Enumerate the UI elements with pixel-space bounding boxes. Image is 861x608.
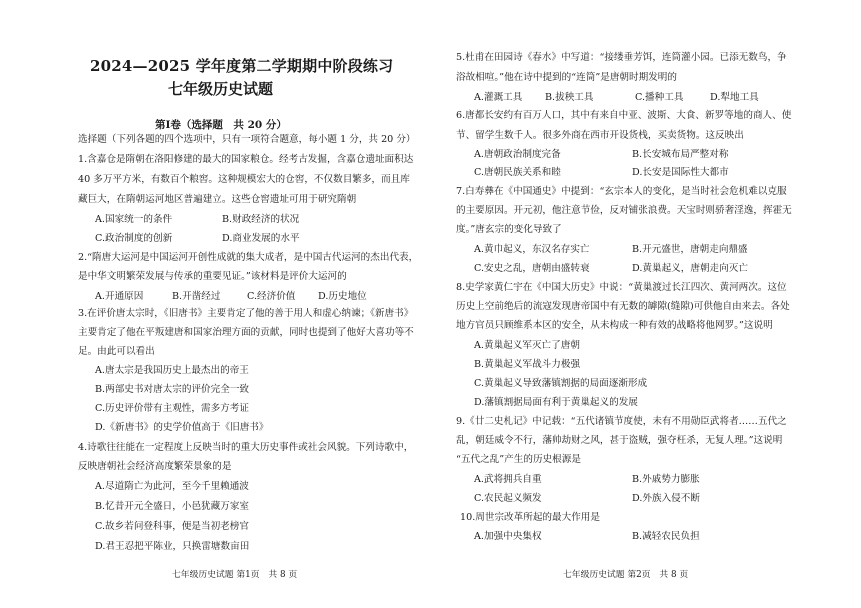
question-stem-line: 度。”唐玄宗的变化导致了	[456, 224, 562, 235]
question-stem-line: 乱，朝廷威令不行，藩帅劫财之风，甚于盗贼，强夺枉杀，无复人理。”这说明	[456, 435, 783, 446]
option-c: C.黄巢起义导致藩镇割据的局面逐渐形成	[474, 378, 648, 389]
question-stem-line: 足。由此可以看出	[78, 346, 155, 357]
page-footer: 七年级历史试题 第1页 共 8 页	[172, 570, 298, 580]
option-a: A.国家统一的条件	[95, 214, 173, 225]
option-d: D.黄巢起义，唐朝走向灭亡	[632, 263, 748, 274]
question-stem-line: 是中华文明繁荣发展与传承的重要见证。”该材料是评价大运河的	[78, 271, 347, 282]
option-c: C.历史评价带有主观性，需多方考证	[95, 403, 249, 414]
exam-page-right	[430, 0, 861, 608]
option-d: D.长安是国际性大都市	[632, 167, 729, 178]
question-stem-line: 的主要原因。开元初，他注意节俭，反对铺张浪费。天宝时则骄奢淫逸，挥霍无	[456, 205, 792, 216]
option-c: C.唐朝民族关系和睦	[474, 167, 561, 178]
option-c: C.经济价值	[247, 291, 296, 302]
option-a: A.黄巾起义，东汉名存实亡	[474, 244, 590, 255]
question-stem-line: 4.诗歌往往能在一定程度上反映当时的重大历史事件或社会风貌。下列诗歌中，	[78, 442, 414, 453]
option-b: B.忆昔开元全盛日，小邑犹藏万家室	[95, 501, 250, 512]
question-stem-line: 节、留学生数千人。很多外商在西市开设货栈，买卖货物。这反映出	[456, 130, 744, 141]
section-heading: 第Ⅰ卷（选择题 共 20 分）	[155, 119, 287, 131]
option-a: A.灌溉工具	[474, 92, 523, 103]
question-stem-line: 8.史学家黄仁宇在《中国大历史》中说：“黄巢渡过长江四次、黄河两次。这位	[456, 282, 787, 293]
question-stem-line: 6.唐都长安约有百万人口，其中有来自中亚、波斯、大食、新罗等地的商人、使	[456, 110, 792, 121]
option-d: D.犁地工具	[710, 92, 759, 103]
option-d: D.君王忍把平陈业，只换雷塘数亩田	[95, 541, 250, 552]
option-c: C.农民起义频发	[474, 493, 542, 504]
option-a: A.唐朝政治制度完备	[474, 149, 561, 160]
question-stem-line: 浴故相喧。”他在诗中提到的“连筒”是唐朝时期发明的	[456, 72, 677, 83]
option-c: C.政治制度的创新	[95, 233, 173, 244]
question-stem-line: 3.在评价唐太宗时，《旧唐书》主要肯定了他的善于用人和虚心纳谏；《新唐书》	[78, 308, 414, 319]
question-stem-line: 9.《廿二史札记》中记载：“五代诸镇节度使，未有不用勋臣武将者……五代之	[456, 416, 787, 427]
question-stem-line: 10.周世宗改革所起的最大作用是	[460, 512, 600, 523]
option-d: D.历史地位	[318, 291, 367, 302]
option-b: B.开元盛世，唐朝走向鼎盛	[632, 244, 748, 255]
option-c: C.播种工具	[635, 92, 684, 103]
question-stem-line: 1.含嘉仓是隋朝在洛阳修建的最大的国家粮仓。经考古发掘，含嘉仓遗址面积达	[78, 154, 414, 165]
question-stem-line: 反映唐朝社会经济高度繁荣景象的是	[78, 461, 232, 472]
page-footer: 七年级历史试题 第2页 共 8 页	[563, 570, 689, 580]
option-d: D.藩镇割据局面有利于黄巢起义的发展	[474, 397, 638, 408]
question-stem-line: 主要肯定了他在平叛建唐和国家治理方面的贡献，同时也提到了他好大喜功等不	[78, 327, 414, 338]
question-stem-line: 2.“隋唐大运河是中国运河开创性成就的集大成者，是中国古代运河的杰出代表，	[78, 252, 419, 263]
option-c: C.安史之乱，唐朝由盛转衰	[474, 263, 590, 274]
option-b: B.拔秧工具	[545, 92, 594, 103]
option-b: B.财政经济的状况	[222, 214, 300, 225]
option-b: B.黄巢起义军战斗力极强	[474, 359, 581, 370]
question-stem-line: 40 多万平方米，有数百个粮窖。这种规模宏大的仓窖，不仅数目繁多，而且库	[78, 174, 410, 185]
instructions: 选择题（下列各题的四个选项中，只有一项符合题意，每小题 1 分，共 20 分）	[78, 134, 416, 145]
option-a: A.尽道隋亡为此河，至今千里赖通波	[95, 481, 249, 492]
option-a: A.开通原因	[95, 291, 144, 302]
question-stem-line: 地方官员只顾维系本区的安全，从未构成一种有效的战略将他网罗。”这说明	[456, 320, 773, 331]
option-c: C.故乡若问登科事，便是当初老榜官	[95, 521, 249, 532]
question-stem-line: 历史上空前绝后的流寇发现唐帝国中有无数的罅隙(缝隙)可供他自由来去。各处	[456, 301, 790, 312]
exam-subtitle: 七年级历史试题	[168, 80, 274, 98]
option-d: D.外族入侵不断	[632, 493, 700, 504]
option-d: D.商业发展的水平	[222, 233, 300, 244]
option-d: D.《新唐书》的史学价值高于《旧唐书》	[95, 422, 269, 433]
option-b: B.外戚势力膨胀	[632, 474, 700, 485]
option-a: A.武将拥兵自重	[474, 474, 542, 485]
option-b: B.开凿经过	[172, 291, 221, 302]
option-a: A.黄巢起义军灭亡了唐朝	[474, 340, 580, 351]
option-b: B.长安城布局严整对称	[632, 149, 729, 160]
option-b: B.两部史书对唐太宗的评价完全一致	[95, 384, 250, 395]
exam-title: 2024—2025 学年度第二学期期中阶段练习	[90, 57, 394, 75]
option-a: A.加强中央集权	[474, 531, 542, 542]
question-stem-line: “五代之乱”产生的历史根源是	[456, 454, 581, 465]
question-stem-line: 7.白寿彝在《中国通史》中提到：“玄宗本人的变化，是当时社会危机难以克服	[456, 186, 787, 197]
question-stem-line: 藏巨大，在隋朝运河地区普遍建立。这些仓窖遗址可用于研究隋朝	[78, 194, 357, 205]
option-a: A.唐太宗是我国历史上最杰出的帝王	[95, 365, 249, 376]
question-stem-line: 5.杜甫在田园诗《春水》中写道：“接缕垂芳饵，连筒灌小园。已添无数鸟，争	[456, 52, 787, 63]
exam-page-left	[0, 0, 430, 608]
option-b: B.减轻农民负担	[632, 531, 700, 542]
